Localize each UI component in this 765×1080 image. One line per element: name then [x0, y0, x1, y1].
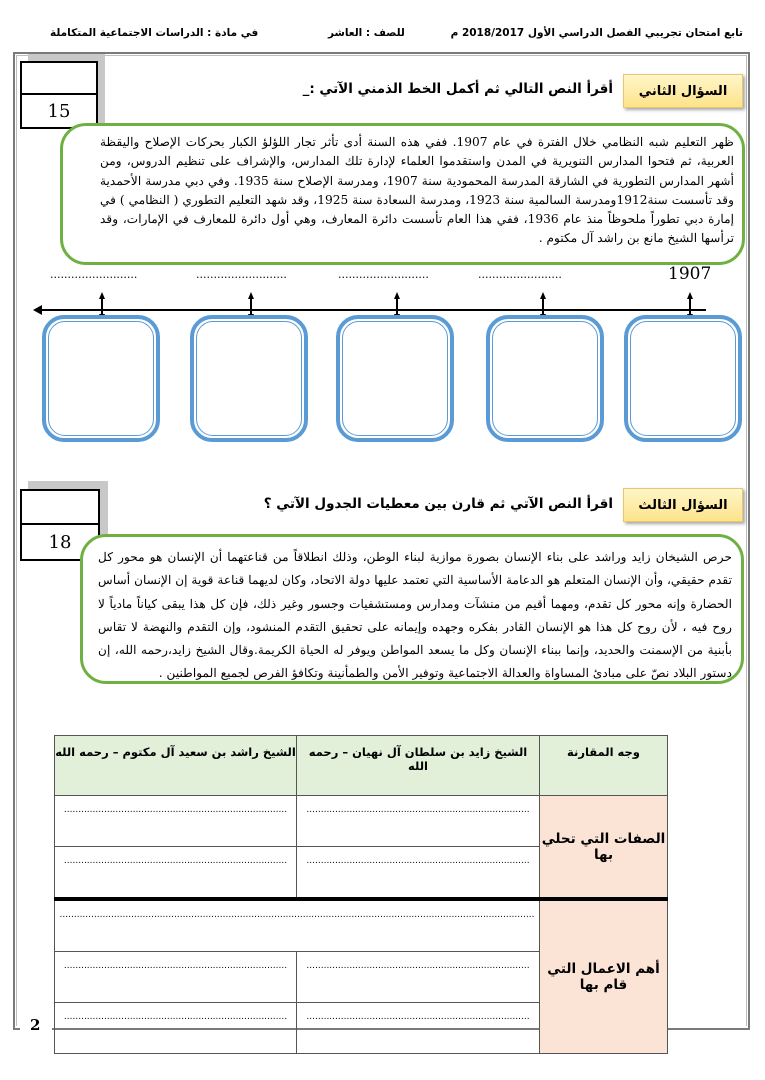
question-label	[623, 74, 743, 108]
timeline-axis	[38, 309, 706, 311]
question-paragraph: ظهر التعليم شبه النظامي خلال الفترة في عام 1907. ففي هذه السنة أدى تأثر تجار اللؤلؤ الكبار بحركات الإصلاح واليقظة العربية، ثم فتحوا المدارس التنويرية في المدن واستقدموا العلماء لإدارة تلك المدارس، والإشراف على تنظيم الدروس، ومن أشهر المدارس التطورية في الشارقة المدرسة المحمودية سنة 1907، ومدرسة الإصلاح سنة 1935. وفي دبي مدرسة الأحمدية وقد تأسست سنة1912ومدرسة السالمية سنة 1923، ومدرسة السعادة سنة 1925، وقد شهد التعليم التطوري ( النظامي ) في إمارة دبي تطوراً ملحوظاً منذ عام 1936، ففي هذا العام تأسست دائرة المعارف، وهي أول دائرة للمعارف في الإمارات، وقد ترأسها الشيخ مانع بن راشد آل مكتوم .	[100, 135, 734, 246]
arrow-up-icon	[687, 292, 693, 299]
timeline-blank[interactable]: ........................	[478, 268, 562, 281]
timeline-blank[interactable]: .........................	[50, 268, 138, 281]
arrow-up-icon	[540, 292, 546, 299]
table-header-row	[55, 736, 668, 796]
answer-cell[interactable]: ..............................................................................	[297, 847, 540, 900]
table-row	[55, 899, 668, 952]
timeline-answer-box[interactable]	[624, 315, 742, 442]
subject-label: في مادة : الدراسات الاجتماعية المتكاملة	[50, 27, 259, 39]
column-header: وجه المقارنة	[540, 736, 668, 796]
timeline-answer-box[interactable]	[486, 315, 604, 442]
answer-cell[interactable]: ..............................................................................	[297, 952, 540, 1003]
arrow-left-icon	[33, 305, 42, 315]
score-total: 18	[48, 531, 72, 553]
arrow-up-icon	[99, 292, 105, 299]
page-number: 2	[30, 1016, 41, 1034]
answer-cell[interactable]: ..............................................................................	[55, 796, 297, 847]
answer-cell[interactable]: ..............................................................................	[297, 1003, 540, 1054]
arrow-up-icon	[394, 292, 400, 299]
timeline-blank[interactable]: ..........................	[196, 268, 287, 281]
timeline-answer-box[interactable]	[42, 315, 160, 442]
answer-cell[interactable]: ..............................................................................	[55, 847, 297, 900]
question-title: اقرأ النص الآتي ثم قارن بين معطيات الجدول الآتي ؟	[263, 496, 613, 512]
page-frame-bottom-left	[13, 1028, 20, 1030]
timeline-answer-box[interactable]	[336, 315, 454, 442]
answer-cell[interactable]: ..............................................................................	[297, 796, 540, 847]
column-header: الشيخ راشد بن سعيد آل مكتوم – رحمه الله	[55, 736, 297, 796]
aspect-cell: أهم الاعمال التي قام بها	[540, 899, 668, 1054]
answer-cell-wide[interactable]: ......................................................................................................................................................................	[55, 899, 540, 952]
question-label	[623, 488, 743, 522]
score-total: 15	[47, 100, 71, 122]
grade-label: للصف : العاشر	[328, 27, 405, 39]
question-paragraph: حرص الشيخان زايد وراشد على بناء الإنسان بصورة موازية لبناء الوطن، وذلك انطلاقاً من قناعتهما أن الإنسان هو محور كل تقدم حقيقي، وأن الإنسان المتعلم هو الدعامة الأساسية التي تعتمد عليها دولة الاتحاد، وكان لديهما قناعة قوية إن الإنسان أساس الحضارة وإنه محور كل تقدم، ومهما أقيم من منشآت ومدارس ومستشفيات وجسور وغير ذلك، فإن كل هذا يبقى كياناً مادياً لا روح فيه ، لأن روح كل هذا هو الإنسان القادر بفكره وجهده وإيمانه على تحقيق التقدم المنشود، وإن التقدم والنهضة لا تقاس بأبنية من الإسمنت والحديد، وإنما ببناء الإنسان وكل ما يسعد المواطن ويوفر له الحياة الكريمة.وقال الشيخ زايد،رحمه الله، إن دستور البلاد نصّ على مبادئ المساواة والعدالة الاجتماعية وتوفير الأمن والطمأنينة وتكافؤ الفرص لجميع المواطنين .	[98, 550, 732, 681]
timeline-blank[interactable]: ..........................	[338, 268, 429, 281]
answer-cell[interactable]: ..............................................................................	[55, 952, 297, 1003]
score-earned-box[interactable]	[20, 61, 98, 95]
aspect-cell: الصفات التي تحلي بها	[540, 796, 668, 900]
score-earned-box[interactable]	[20, 489, 100, 525]
timeline-answer-box[interactable]	[190, 315, 308, 442]
question-label-text: السؤال الثاني	[638, 83, 728, 99]
table-row	[55, 796, 668, 847]
timeline-year: 1907	[668, 264, 712, 284]
comparison-table	[54, 735, 668, 1054]
arrow-up-icon	[248, 292, 254, 299]
question-title: أقرأ النص التالي ثم أكمل الخط الذمني الآتي :_	[302, 81, 613, 97]
exam-title: تابع امتحان تجريبي الفصل الدراسي الأول 2018/2017 م	[450, 27, 743, 39]
question-label-text: السؤال الثالث	[638, 497, 728, 513]
column-header: الشيخ زايد بن سلطان آل نهيان – رحمه الله	[297, 736, 540, 796]
answer-cell[interactable]: ..............................................................................	[55, 1003, 297, 1054]
